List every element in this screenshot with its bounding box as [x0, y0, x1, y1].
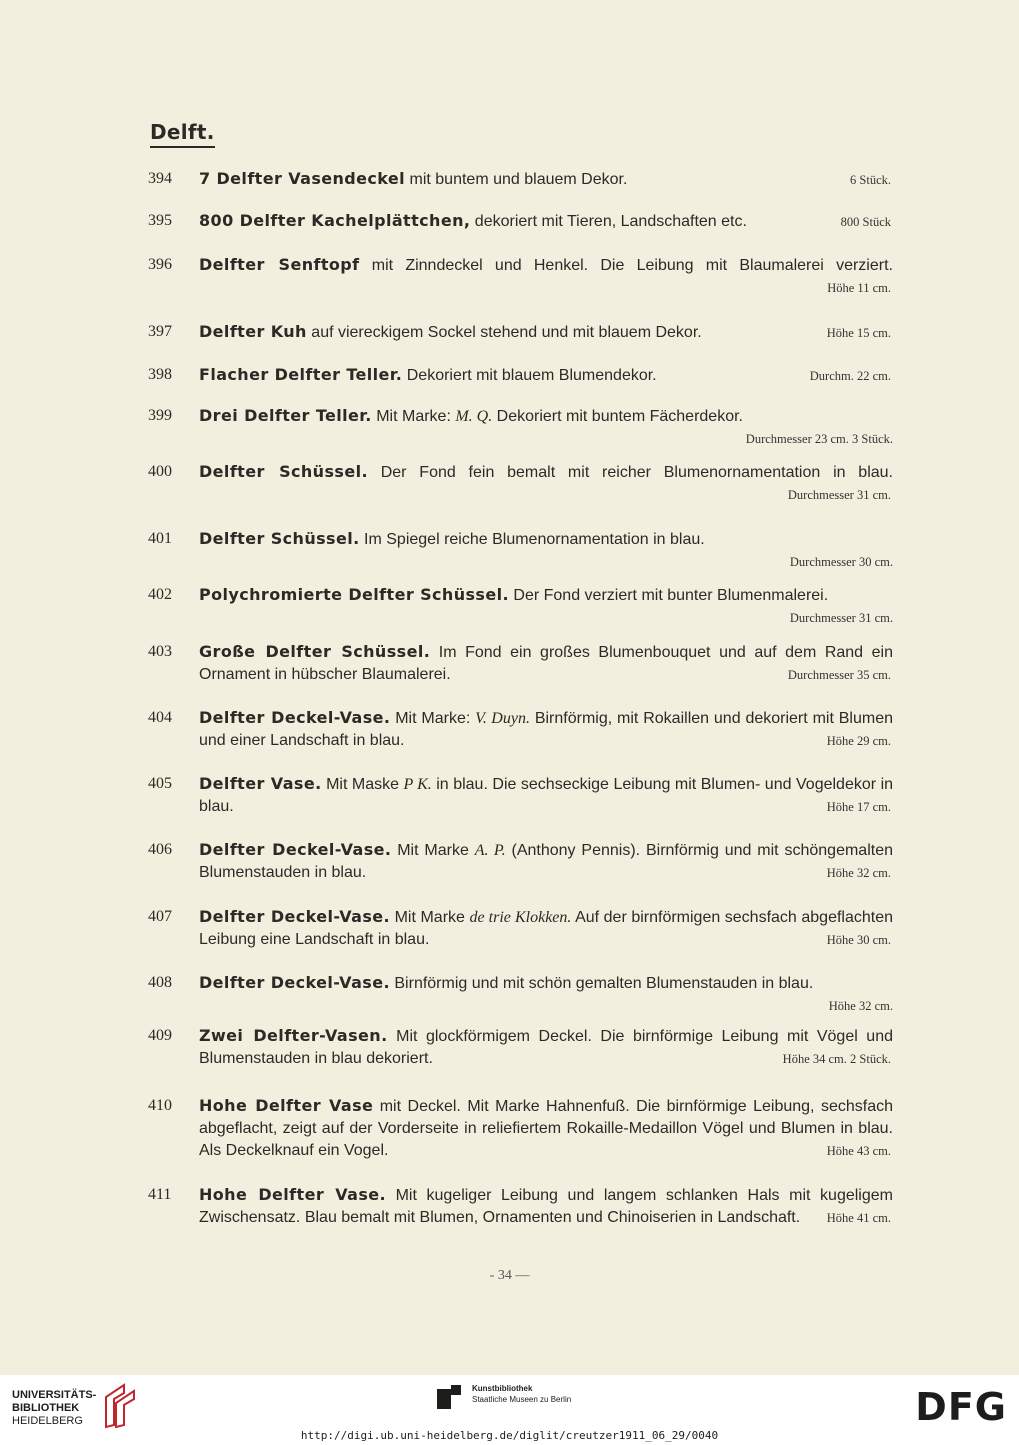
measurement: Durchmesser 23 cm. 3 Stück.: [745, 432, 893, 446]
catalog-entry: [148, 641, 893, 686]
entry-title: Delfter Schüssel.: [199, 462, 368, 481]
entry-description: Im Spiegel reiche Blumenornamentation in blau.: [359, 531, 705, 548]
entry-description: mit Zinndeckel und Henkel. Die Leibung mit Blaumalerei verziert.: [359, 257, 893, 274]
lot-number: 403: [148, 643, 172, 660]
entry-text: [199, 1025, 893, 1070]
entry-description: Mit Marke: [391, 842, 475, 859]
entry-title: 800 Delfter Kachelplättchen,: [199, 211, 471, 230]
catalog-entry: [148, 972, 893, 1017]
entry-text: [199, 210, 893, 233]
catalog-entry: [148, 168, 893, 191]
measurement: Durchmesser 31 cm.: [789, 611, 893, 625]
entry-title: 7 Delfter Vasendeckel: [199, 169, 406, 188]
entry-text: [199, 972, 893, 995]
entry-description: Im Fond ein großes Blumenbouquet und auf dem Rand ein Ornament in hübscher Blaumalerei.: [199, 644, 894, 683]
dfg-logo[interactable]: DFG: [915, 1385, 1007, 1429]
lot-number: 396: [148, 256, 172, 273]
lot-number: 410: [148, 1097, 172, 1114]
catalog-entry: [148, 839, 893, 884]
entry-title: Delfter Vase.: [199, 774, 322, 793]
entry-title: Delfter Kuh: [199, 322, 307, 341]
measurement: Höhe 32 cm.: [826, 866, 891, 880]
lot-number: 400: [148, 463, 172, 480]
catalog-entry: [148, 254, 893, 299]
entry-text: [199, 906, 893, 951]
lot-number: 394: [148, 170, 172, 187]
lot-number: 408: [148, 974, 172, 991]
lot-number: 399: [148, 407, 172, 424]
entry-text: [199, 168, 893, 191]
entry-title: Polychromierte Delfter Schüssel.: [199, 585, 509, 604]
catalog-entry: [148, 321, 893, 344]
maker-mark: M. Q.: [455, 408, 493, 425]
entry-description: Der Fond fein bemalt mit reicher Blumenornamentation in blau.: [367, 464, 894, 481]
entry-text: [199, 1184, 893, 1229]
entry-description: Mit glockförmigem Deckel. Die birnförmige Leibung mit Vögel und Blumenstauden in blau dekoriert.: [199, 1028, 893, 1067]
catalog-entry: [148, 707, 893, 752]
entry-text: [199, 364, 893, 387]
measurement: 800 Stück: [840, 215, 891, 229]
measurement: 6 Stück.: [850, 173, 891, 187]
measurement: Höhe 43 cm.: [826, 1144, 891, 1158]
catalog-entry: [148, 1025, 893, 1070]
section-heading: Delft.: [150, 120, 215, 148]
catalog-entry: [148, 584, 893, 629]
catalog-entry: [148, 528, 893, 573]
entry-description: Mit Marke:: [371, 408, 456, 425]
entry-description: Dekoriert mit blauem Blumendekor.: [402, 367, 657, 384]
lot-number: 409: [148, 1027, 172, 1044]
entry-text: [199, 528, 893, 551]
entry-text: [199, 584, 893, 607]
lot-number: 411: [148, 1186, 172, 1203]
entry-text: [199, 461, 893, 506]
ub-logo-icon: [100, 1381, 142, 1431]
kunstbibliothek-text[interactable]: [472, 1383, 571, 1405]
entry-text: [199, 773, 893, 818]
page-number: - 34 —: [489, 1268, 530, 1283]
entry-description: Mit Maske: [321, 776, 404, 793]
entry-description: dekoriert mit Tieren, Landschaften etc.: [470, 213, 747, 230]
catalog-entry: [148, 773, 893, 818]
entry-description: Mit Marke: [390, 909, 470, 926]
entry-text: [199, 321, 893, 344]
entry-text: [199, 1095, 893, 1162]
entry-title: Delfter Deckel-Vase.: [199, 708, 391, 727]
entry-text: [199, 405, 893, 428]
measurement: Höhe 30 cm.: [826, 933, 891, 947]
entry-title: Delfter Senftopf: [199, 255, 360, 274]
kb-line1: Kunstbibliothek: [472, 1384, 533, 1393]
lot-number: 402: [148, 586, 172, 603]
entry-text: [199, 839, 893, 884]
measurement: Durchmesser 30 cm.: [789, 555, 893, 569]
catalog-entry: [148, 364, 893, 387]
measurement: Höhe 34 cm. 2 Stück.: [782, 1052, 891, 1066]
entry-description: Der Fond verziert mit bunter Blumenmalerei.: [508, 587, 829, 604]
ub-line3: HEIDELBERG: [12, 1415, 83, 1427]
entry-title: Delfter Deckel-Vase.: [199, 973, 390, 992]
entry-text: [199, 707, 893, 752]
permalink-url[interactable]: http://digi.ub.uni-heidelberg.de/diglit/creutzer1911_06_29/0040: [300, 1429, 719, 1442]
entry-description: mit buntem und blauem Dekor.: [405, 171, 628, 188]
measurement: Durchm. 22 cm.: [809, 369, 891, 383]
entry-description: Mit kugeliger Leibung und langem schlanken Hals mit kugeligem Zwischensatz. Blau bemalt mit Blumen, Ornamenten und Chinoiserien in Landschaft.: [199, 1187, 893, 1226]
entry-title: Große Delfter Schüssel.: [199, 642, 431, 661]
catalog-entry: [148, 405, 893, 450]
entry-text: [199, 641, 893, 686]
lot-number: 395: [148, 212, 172, 229]
entry-description: Birnförmig, mit Rokaillen und dekoriert mit Blumen und einer Landschaft in blau.: [199, 710, 894, 749]
entry-description: Mit Marke:: [390, 710, 476, 727]
entry-description: in blau. Die sechseckige Leibung mit Blumen- und Vogeldekor in blau.: [199, 776, 894, 815]
measurement: Höhe 32 cm.: [828, 999, 893, 1013]
entry-title: Delfter Deckel-Vase.: [199, 840, 392, 859]
measurement: Höhe 11 cm.: [827, 281, 891, 295]
entry-title: Zwei Delfter-Vasen.: [199, 1026, 388, 1045]
measurement: Durchmesser 31 cm.: [787, 488, 891, 502]
entry-description: auf viereckigem Sockel stehend und mit blauem Dekor.: [306, 324, 702, 341]
catalog-entry: [148, 906, 893, 951]
entry-title: Delfter Deckel-Vase.: [199, 907, 391, 926]
maker-mark: de trie Klokken.: [469, 909, 572, 926]
entry-description: Dekoriert mit buntem Fächerdekor.: [492, 408, 743, 425]
catalog-entry: [148, 1095, 893, 1162]
measurement: Höhe 15 cm.: [826, 326, 891, 340]
lot-number: 397: [148, 323, 172, 340]
catalog-entry: [148, 461, 893, 506]
lot-number: 405: [148, 775, 172, 792]
maker-mark: A. P.: [474, 842, 506, 859]
lot-number: 401: [148, 530, 172, 547]
footer-bar: [0, 1375, 1019, 1445]
entry-description: Birnförmig und mit schön gemalten Blumenstauden in blau.: [389, 975, 814, 992]
lot-number: 407: [148, 908, 172, 925]
maker-mark: V. Duyn.: [475, 710, 530, 727]
maker-mark: P K.: [403, 776, 432, 793]
ub-line2: BIBLIOTHEK: [12, 1402, 80, 1414]
lot-number: 398: [148, 366, 172, 383]
entry-description: Auf der birnförmigen sechsfach abgeflachten Leibung eine Landschaft in blau.: [199, 909, 894, 948]
catalog-entry: [148, 210, 893, 233]
measurement: Höhe 29 cm.: [826, 734, 891, 748]
entry-title: Flacher Delfter Teller.: [199, 365, 403, 384]
entry-title: Hohe Delfter Vase: [199, 1096, 374, 1115]
entry-description: mit Deckel. Mit Marke Hahnenfuß. Die birnförmige Leibung, sechsfach abgeflacht, zeigt auf der Vorderseite in reliefiertem Rokaille-Medaillon Vögel und Blumen in blau. Als Deckelknauf ein Vogel.: [199, 1098, 894, 1159]
lot-number: 406: [148, 841, 172, 858]
ub-line1: UNIVERSITÄTS-: [12, 1389, 97, 1401]
measurement: Durchmesser 35 cm.: [787, 668, 891, 682]
kunstbibliothek-logo-icon: [435, 1383, 465, 1413]
entry-title: Delfter Schüssel.: [199, 529, 360, 548]
entry-title: Hohe Delfter Vase.: [199, 1185, 386, 1204]
measurement: Höhe 17 cm.: [826, 800, 891, 814]
ub-heidelberg-logo-text[interactable]: [12, 1389, 96, 1428]
lot-number: 404: [148, 709, 172, 726]
measurement: Höhe 41 cm.: [826, 1211, 891, 1225]
catalog-entry: [148, 1184, 893, 1229]
entry-title: Drei Delfter Teller.: [199, 406, 372, 425]
kb-line2: Staatliche Museen zu Berlin: [472, 1395, 572, 1404]
entry-description: (Anthony Pennis). Birnförmig und mit schöngemalten Blumenstauden in blau.: [199, 842, 893, 881]
entry-text: [199, 254, 893, 299]
